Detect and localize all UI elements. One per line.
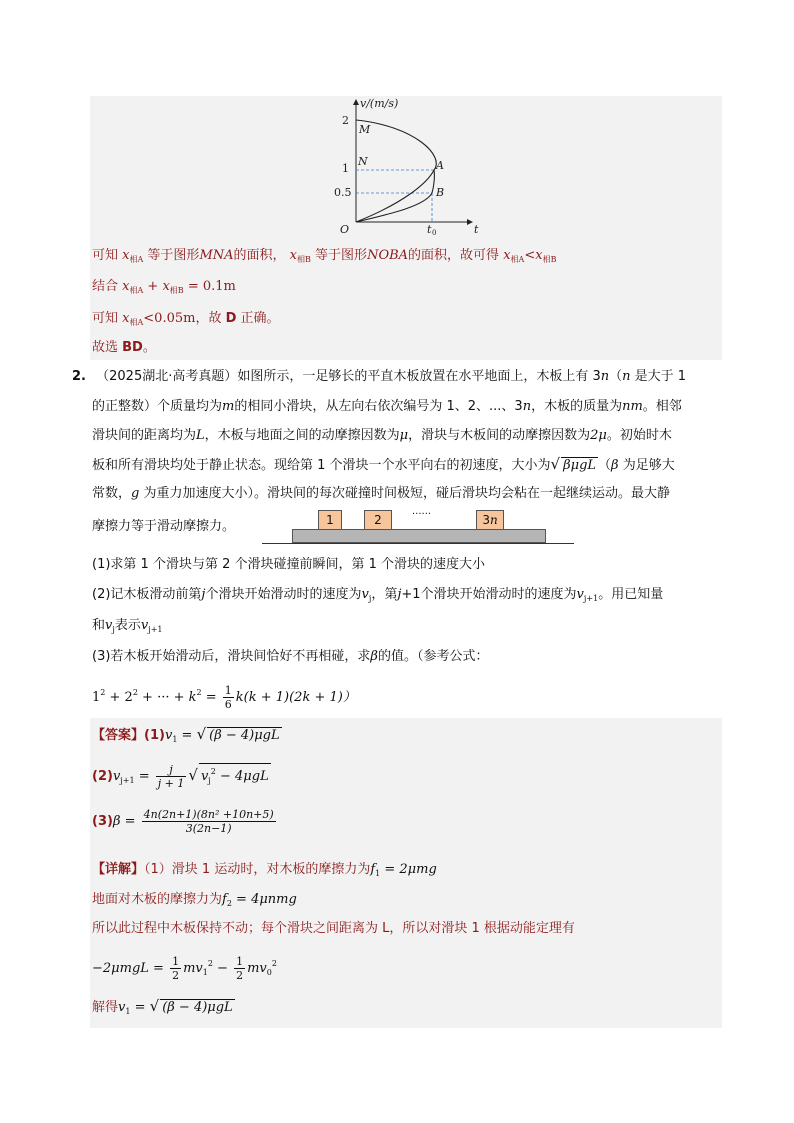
graph-xtick-sub: 0: [432, 229, 437, 236]
solution-line-3: 所以此过程中木板保持不动；每个滑块之间距离为 L，所以对滑块 1 根据动能定理有: [92, 921, 575, 936]
x-rel-b: $x_{相B}$: [289, 248, 311, 264]
analysis-line-3: 可知 $x_{相A}<0.05m$，故 D 正确。: [92, 311, 280, 327]
block-1: 1: [318, 510, 342, 530]
question-line-6: 摩擦力等于滑动摩擦力。: [92, 519, 236, 534]
point-M: M: [359, 123, 371, 136]
graph-ytick-1: 1: [342, 162, 349, 175]
point-N: N: [358, 155, 368, 168]
question-line-3: 滑块间的距离均为L，木板与地面之间的动摩擦因数为μ，滑块与木板间的动摩擦因数为2μ。初始时木: [92, 428, 672, 443]
answer-3: (3)β = $\frac{\text{4n(2n+1)(8n² +10n+5)}}{3(2n-1)}$: [92, 808, 274, 835]
vt-graph: [330, 96, 484, 236]
solution-line-4: −2μmgL = $\frac{1}{2}$ $mv_1^2$ − $\frac{1}{2}$ $mv_0^2$: [92, 955, 277, 982]
sub-question-1: (1)求第 1 个滑块与第 2 个滑块碰撞前瞬间，第 1 个滑块的速度大小: [92, 557, 486, 572]
question-source: （2025湖北·高考真题）: [96, 369, 238, 384]
point-A: A: [436, 159, 444, 172]
graph-origin: O: [340, 223, 350, 236]
x-rel-a: $x_{相A}$: [122, 248, 144, 264]
graph-ylabel: v/(m/s): [360, 97, 399, 110]
answer-label: 【答案】: [92, 728, 145, 743]
curve-lower: [356, 170, 434, 222]
answer-1: 【答案】$(1)v_1$ = √ (β − 4)μgL: [92, 725, 280, 744]
sub-question-3: (3)若木板开始滑动后，滑块间恰好不再相碰，求β的值。（参考公式：: [92, 649, 489, 664]
question-line-4: 板和所有滑块均处于静止状态。现给第 1 个滑块一个水平向右的初速度，大小为√ βμgL （β 为足够大: [92, 455, 675, 473]
analysis-line-1: 可知 $x_{相A}$ 等于图形MNA的面积， $x_{相B}$ 等于图形NOBA的面积，故可得 $x_{相A}<x_{相B}$: [92, 248, 557, 264]
vt-graph-svg: [330, 96, 484, 236]
graph-ytick-05: 0.5: [334, 186, 352, 199]
reference-formula: $1^2 + 2^2$ + ··· + $k^2$ = $\frac{1}{6}$ k(k + 1)(2k + 1)）: [92, 684, 356, 711]
question-line-1: 2. （2025湖北·高考真题）如图所示，一足够长的平直木板放置在水平地面上，木板上有 3n（n 是大于 1: [72, 369, 687, 384]
block-3n: 3n: [476, 510, 504, 530]
ground-line: [262, 543, 574, 544]
analysis-line-2: 结合 $x_{相A} + x_{相B} = 0.1m$: [92, 279, 236, 295]
analysis-line-4: 故选 BD。: [92, 340, 156, 355]
question-number: 2.: [72, 369, 86, 384]
solution-line-1: 【详解】（1）滑块 1 运动时，对木板的摩擦力为$f_1 = 2\mu mg$: [92, 862, 437, 878]
block-dots: ......: [412, 506, 432, 517]
point-B: B: [436, 186, 445, 199]
graph-xtick-t: t: [427, 223, 432, 236]
answer-2: $(2)v_{j+1}$ = $\frac{j}{j + 1}$ √ $v_j^2 - 4\mu gL$: [92, 763, 269, 790]
solution-line-5: 解得$v_1$ = √ (β − 4)μgL: [92, 997, 233, 1016]
question-line-5: 常数，g 为重力加速度大小）。滑块间的每次碰撞时间极短，碰后滑块均会粘在一起继续运动。最大静: [92, 486, 670, 501]
board-diagram: [262, 506, 576, 546]
solution-label: 【详解】: [92, 862, 145, 877]
graph-ytick-2: 2: [342, 114, 349, 127]
board: [292, 529, 546, 543]
solution-line-2: 地面对木板的摩擦力为$f_2 = 4\mu nmg$: [92, 892, 297, 908]
question-line-2: 的正整数）个质量均为m的相同小滑块，从左向右依次编号为 1、2、...、3n，木板的质量为nm。相邻: [92, 399, 682, 414]
graph-xaxis-label: t: [474, 223, 479, 236]
sub-question-2: (2)记木板滑动前第j个滑块开始滑动时的速度为$v_j$，第j+1个滑块开始滑动时的速度为$v_{j+1}$。用已知量: [92, 587, 664, 603]
sub-question-2b: 和$v_j$表示$v_{j+1}$: [92, 618, 163, 634]
block-2: 2: [364, 510, 392, 530]
